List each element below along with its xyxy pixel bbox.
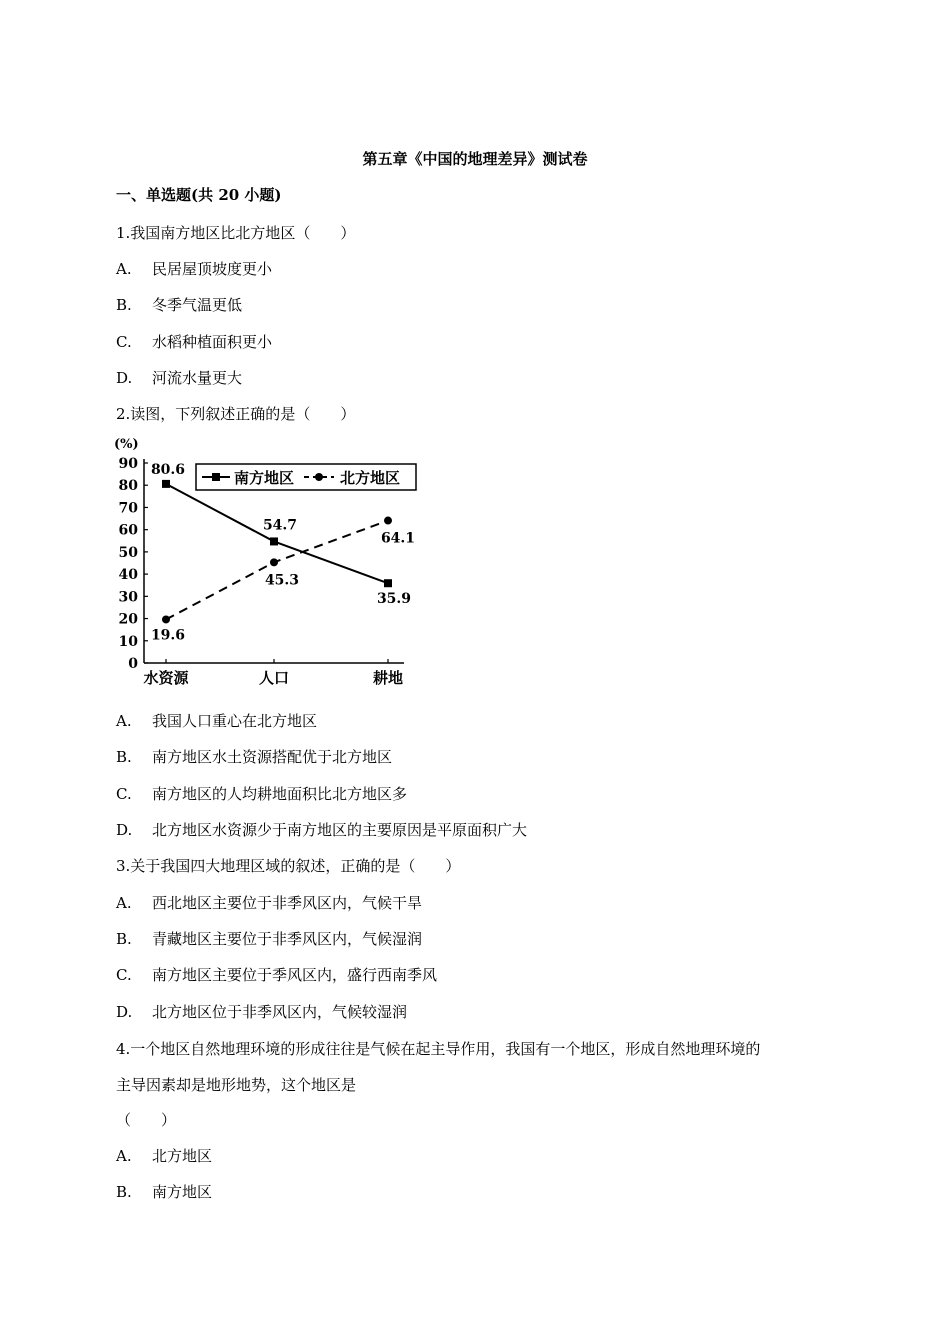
option-letter: C. (116, 333, 132, 351)
option-text: 北方地区位于非季风区内，气候较湿润 (152, 1003, 408, 1021)
data-label: 45.3 (264, 572, 300, 589)
question-1-option-b (116, 294, 242, 315)
legend-marker-circle (315, 473, 323, 481)
option-text: 河流水量更大 (152, 369, 243, 387)
question-2-option-b (116, 746, 392, 767)
option-letter: B. (116, 1183, 132, 1201)
question-3-option-a (116, 892, 422, 913)
question-1-option-d (116, 367, 242, 388)
x-tick-label: 水资源 (143, 669, 189, 687)
question-2-option-d (116, 819, 527, 840)
section-heading: 一、单选题(共 20 小题) (116, 186, 282, 204)
y-tick-label: 50 (118, 544, 138, 561)
y-tick-label: 70 (118, 500, 138, 517)
question-2-option-c (116, 783, 407, 804)
question-3-option-d (116, 1001, 407, 1022)
option-letter: C. (116, 966, 132, 984)
legend-marker-square (212, 473, 220, 481)
legend-label-south: 南方地区 (234, 469, 295, 487)
option-text: 南方地区水土资源搭配优于北方地区 (152, 748, 393, 766)
option-text: 北方地区水资源少于南方地区的主要原因是平原面积广大 (152, 821, 528, 839)
y-axis-unit: (%) (114, 437, 139, 452)
data-point-circle (162, 615, 170, 623)
data-point-circle (384, 517, 392, 525)
option-letter: A. (116, 712, 132, 730)
data-label: 64.1 (380, 530, 416, 547)
data-label: 19.6 (150, 627, 186, 644)
option-text: 青藏地区主要位于非季风区内，气候湿润 (152, 930, 423, 948)
y-tick-label: 40 (118, 567, 138, 584)
y-tick-label: 10 (118, 633, 138, 650)
data-point-square (162, 480, 170, 488)
option-text: 水稻种植面积更小 (152, 333, 273, 351)
question-3-option-b (116, 928, 422, 949)
option-text: 西北地区主要位于非季风区内，气候干旱 (152, 894, 423, 912)
y-tick-label: 20 (118, 611, 138, 628)
option-text: 冬季气温更低 (152, 296, 243, 314)
option-letter: D. (116, 369, 133, 387)
option-text: 民居屋顶坡度更小 (152, 260, 273, 278)
chart-legend (196, 464, 416, 490)
data-point-square (384, 579, 392, 587)
question-1-option-c (116, 331, 272, 352)
y-tick-label: 80 (118, 478, 138, 495)
option-text: 我国人口重心在北方地区 (152, 712, 318, 730)
question-4-option-b (116, 1181, 212, 1202)
y-tick-label: 60 (118, 522, 138, 539)
option-letter: B. (116, 930, 132, 948)
question-4-stem-line-1: 4.一个地区自然地理环境的形成往往是气候在起主导作用，我国有一个地区，形成自然地理环境的 (116, 1040, 761, 1058)
data-label: 35.9 (376, 591, 412, 608)
option-letter: A. (116, 894, 132, 912)
option-letter: B. (116, 296, 132, 314)
chart-svg (108, 432, 428, 694)
question-1-stem: 1.我国南方地区比北方地区（ ） (116, 224, 356, 242)
page-title: 第五章《中国的地理差异》测试卷 (362, 150, 588, 168)
y-tick-label: 30 (118, 589, 138, 606)
data-point-square (270, 537, 278, 545)
y-tick-label: 90 (118, 456, 138, 472)
x-tick-label: 耕地 (372, 669, 404, 687)
question-1-option-a (116, 258, 272, 279)
question-4-stem-line-3: （ ） (116, 1111, 177, 1129)
series-line-south (166, 484, 388, 583)
option-letter: A. (116, 1147, 132, 1165)
question-3-option-c (116, 964, 437, 985)
option-text: 北方地区 (152, 1147, 213, 1165)
question-3-stem: 3.关于我国四大地理区域的叙述，正确的是（ ） (116, 857, 461, 875)
option-letter: D. (116, 821, 133, 839)
y-tick-label: 0 (128, 656, 138, 672)
option-letter: D. (116, 1003, 133, 1021)
data-point-circle (270, 558, 278, 566)
x-tick-label: 人口 (258, 669, 290, 687)
question-2-option-a (116, 710, 317, 731)
option-letter: C. (116, 785, 132, 803)
question-4-stem-line-2: 主导因素却是地形地势，这个地区是 (116, 1076, 357, 1094)
data-label: 80.6 (150, 461, 186, 478)
option-text: 南方地区主要位于季风区内，盛行西南季风 (152, 966, 438, 984)
option-letter: B. (116, 748, 132, 766)
option-letter: A. (116, 260, 132, 278)
line-chart (108, 432, 428, 694)
legend-label-north: 北方地区 (340, 469, 401, 487)
question-2-stem: 2.读图，下列叙述正确的是（ ） (116, 405, 356, 423)
option-text: 南方地区 (152, 1183, 213, 1201)
option-text: 南方地区的人均耕地面积比北方地区多 (152, 785, 408, 803)
question-4-option-a (116, 1145, 212, 1166)
data-label: 54.7 (262, 517, 298, 534)
